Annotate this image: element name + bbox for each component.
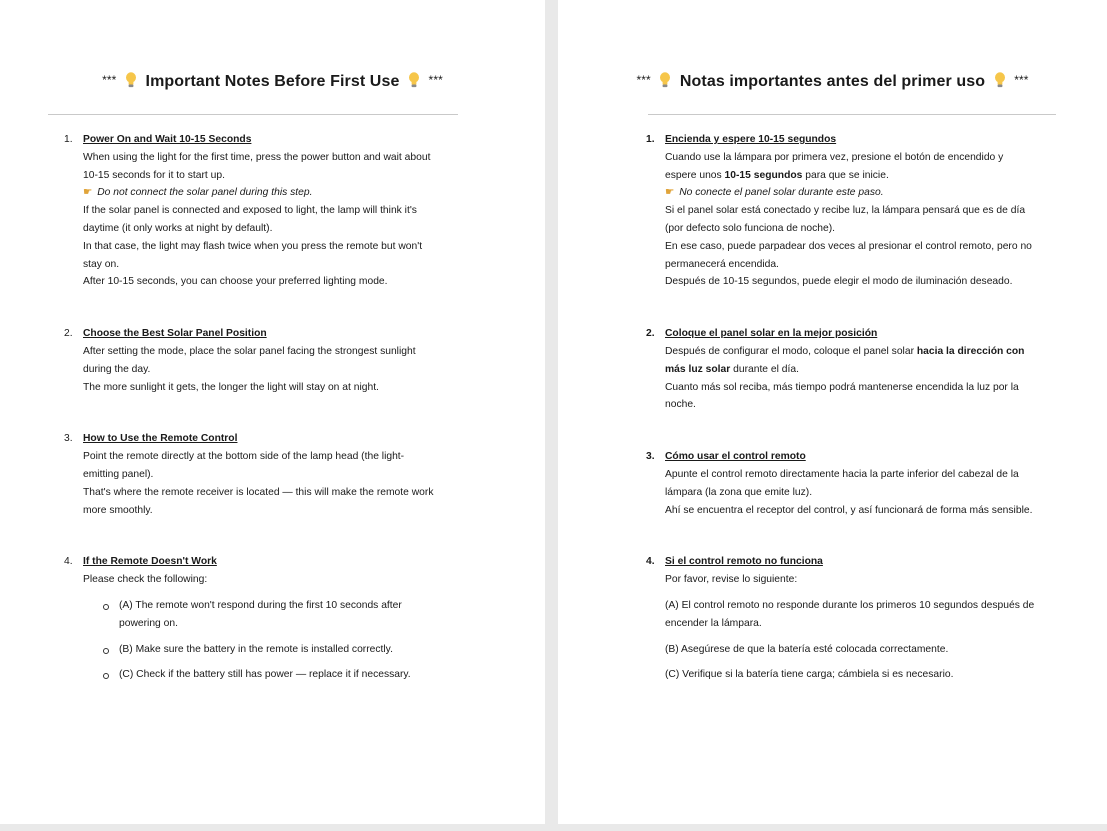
note-item-remote-troubleshoot (64, 553, 464, 684)
note-item-remote-usage (646, 448, 1066, 519)
note-item-power-on (646, 131, 1066, 291)
title-divider (48, 114, 458, 115)
note-item-solar-position (64, 325, 464, 396)
item-number: 2. (646, 328, 655, 340)
sub-item-b (83, 641, 464, 659)
text-line: powering on. (119, 617, 178, 629)
text-line: Cuanto más sol reciba, más tiempo podrá mantenerse encendida la luz por la (665, 381, 1019, 393)
note-item-remote-troubleshoot (646, 553, 1066, 684)
note-item-remote-usage (64, 430, 464, 519)
pointing-hand-icon: ☛ (665, 187, 675, 199)
sub-item-b: (B) Asegúrese de que la batería esté colocada correctamente. (665, 643, 949, 655)
pointing-hand-icon: ☛ (83, 187, 93, 199)
item-heading: If the Remote Doesn't Work (83, 556, 217, 568)
item-heading: Cómo usar el control remoto (665, 451, 806, 463)
sub-item-a (83, 597, 464, 633)
warning-note (83, 184, 464, 202)
text-line: If the solar panel is connected and exposed to light, the lamp will think it's (83, 205, 417, 217)
item-heading: Coloque el panel solar en la mejor posición (665, 328, 878, 340)
text-line: Please check the following: (83, 574, 208, 586)
text-line: espere unos 10-15 segundos para que se inicie. (665, 169, 889, 181)
sub-item-c (83, 666, 464, 684)
text-line: encender la lámpara. (665, 617, 762, 629)
lightbulb-icon (994, 72, 1006, 88)
sub-item-a (665, 597, 1066, 633)
item-number: 3. (64, 433, 73, 445)
text-line: noche. (665, 399, 696, 411)
text-line: The more sunlight it gets, the longer the light will stay on at night. (83, 381, 379, 393)
page-title (558, 72, 1107, 91)
warning-text: No conecte el panel solar durante este paso. (679, 187, 884, 199)
item-heading: Si el control remoto no funciona (665, 556, 823, 568)
item-number: 3. (646, 451, 655, 463)
item-number: 1. (646, 134, 655, 145)
text-line: Por favor, revise lo siguiente: (665, 574, 798, 586)
item-number: 1. (64, 134, 73, 145)
text-line: Apunte el control remoto directamente hacia la parte inferior del cabezal de la (665, 468, 1019, 480)
text-line: during the day. (83, 363, 151, 375)
bullet-icon (83, 641, 119, 659)
text-line: (C) Check if the battery still has power — replace it if necessary. (119, 669, 411, 681)
text-line: (B) Make sure the battery in the remote is installed correctly. (119, 643, 393, 655)
lightbulb-icon (125, 72, 137, 88)
lightbulb-icon (408, 72, 420, 88)
warning-text: Do not connect the solar panel during this step. (97, 187, 313, 199)
item-number: 4. (64, 556, 73, 568)
text-line: permanecerá encendida. (665, 258, 779, 270)
text-line: Si el panel solar está conectado y recibe luz, la lámpara pensará que es de día (665, 205, 1026, 217)
text-line: In that case, the light may flash twice when you press the remote but won't (83, 240, 423, 252)
text-line: lámpara (la zona que emite luz). (665, 486, 813, 498)
page-spanish (558, 0, 1107, 824)
bullet-icon (83, 666, 119, 684)
text-line: (por defecto solo funciona de noche). (665, 222, 836, 234)
notes-list (646, 131, 1066, 684)
text-line: Después de configurar el modo, coloque el panel solar hacia la dirección con (665, 345, 1025, 357)
text-line: Point the remote directly at the bottom side of the lamp head (the light- (83, 451, 405, 463)
item-number: 2. (64, 328, 73, 340)
text-line: After 10-15 seconds, you can choose your preferred lighting mode. (83, 276, 388, 288)
lightbulb-icon (659, 72, 671, 88)
text-line: That's where the remote receiver is located — this will make the remote work (83, 486, 434, 498)
title-stars-left: *** (636, 73, 651, 87)
item-heading: Encienda y espere 10-15 segundos (665, 134, 837, 145)
title-stars-right: *** (428, 73, 443, 87)
item-heading: Choose the Best Solar Panel Position (83, 328, 267, 340)
sub-item-c: (C) Verifique si la batería tiene carga; cámbiela si es necesario. (665, 669, 954, 681)
title-stars-right: *** (1014, 73, 1029, 87)
title-stars-left: *** (102, 73, 117, 87)
page-english (0, 0, 545, 824)
title-text: Notas importantes antes del primer uso (679, 73, 986, 90)
text-line: stay on. (83, 258, 120, 270)
notes-list (64, 131, 464, 684)
item-heading: Power On and Wait 10-15 Seconds (83, 134, 252, 145)
item-heading: How to Use the Remote Control (83, 433, 238, 445)
text-line: más luz solar durante el día. (665, 363, 799, 375)
text-line: When using the light for the first time, press the power button and wait about (83, 151, 431, 163)
text-line: more smoothly. (83, 504, 153, 516)
text-line: Cuando use la lámpara por primera vez, presione el botón de encendido y (665, 151, 1004, 163)
text-line: After setting the mode, place the solar panel facing the strongest sunlight (83, 345, 416, 357)
warning-note (665, 184, 1066, 202)
item-number: 4. (646, 556, 655, 568)
text-line: Ahí se encuentra el receptor del control, y así funcionará de forma más sensible. (665, 504, 1033, 516)
text-line: 10-15 seconds for it to start up. (83, 169, 225, 181)
text-line: En ese caso, puede parpadear dos veces al presionar el control remoto, pero no (665, 240, 1032, 252)
text-line: emitting panel). (83, 468, 154, 480)
text-line: Después de 10-15 segundos, puede elegir el modo de iluminación deseado. (665, 276, 1013, 288)
page-title (0, 72, 545, 91)
text-line: (A) The remote won't respond during the first 10 seconds after (119, 599, 402, 611)
text-line: (A) El control remoto no responde durante los primeros 10 segundos después de (665, 599, 1035, 611)
note-item-solar-position (646, 325, 1066, 414)
bullet-icon (83, 597, 119, 633)
note-item-power-on (64, 131, 464, 291)
title-divider (648, 114, 1056, 115)
text-line: daytime (it only works at night by default). (83, 222, 273, 234)
title-text: Important Notes Before First Use (145, 73, 400, 90)
